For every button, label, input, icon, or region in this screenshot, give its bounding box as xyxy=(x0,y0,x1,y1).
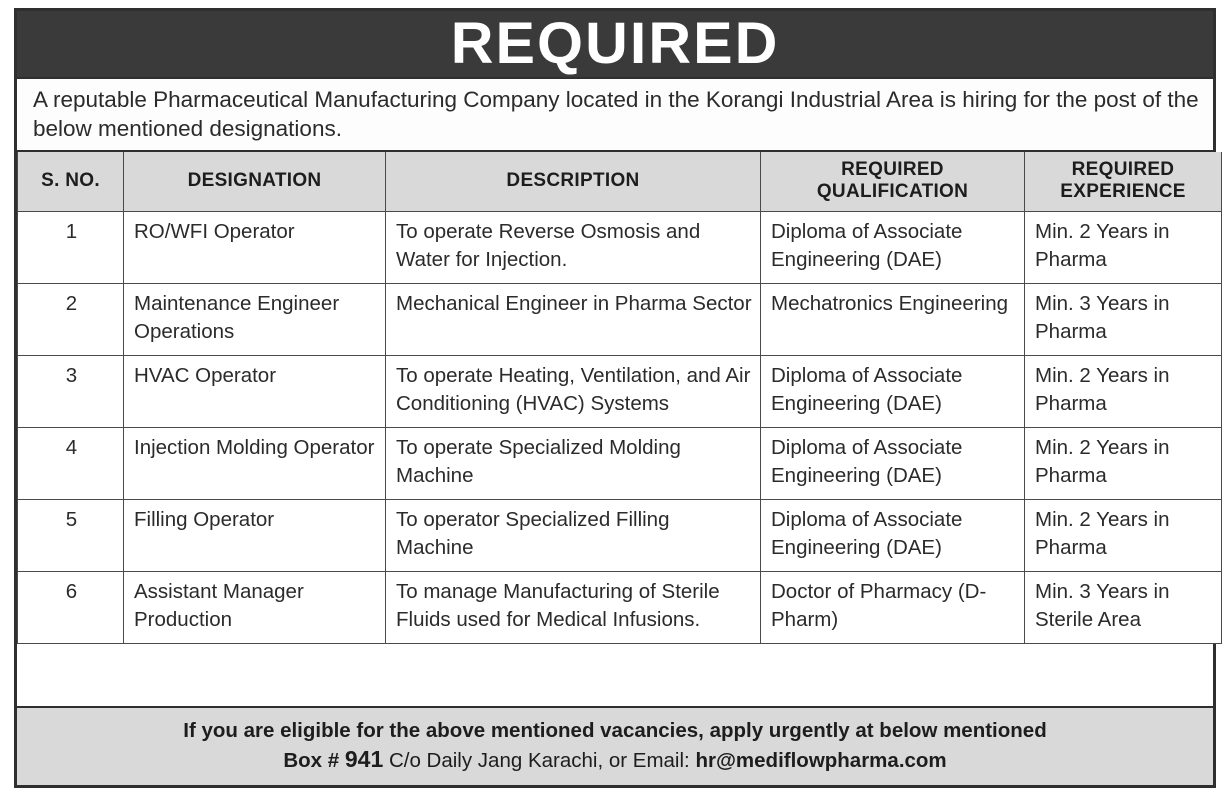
page-title: REQUIRED xyxy=(450,11,780,76)
cell-designation: Injection Molding Operator xyxy=(124,428,386,500)
care-of-text: C/o Daily Jang Karachi, or Email: xyxy=(388,749,690,772)
cell-sno: 2 xyxy=(18,284,124,356)
footer-section xyxy=(17,706,1213,785)
cell-designation: Assistant Manager Production xyxy=(124,572,386,644)
cell-description: To operate Heating, Ventilation, and Air Conditioning (HVAC) Systems xyxy=(386,356,761,428)
table-row xyxy=(18,284,1222,356)
intro-text: A reputable Pharmaceutical Manufacturing Company located in the Korangi Industrial Area is hiring for the post of the below mentioned designations. xyxy=(33,87,1199,141)
box-number: 941 xyxy=(344,746,384,772)
cell-experience: Min. 3 Years in Pharma xyxy=(1025,284,1222,356)
cell-experience: Min. 3 Years in Sterile Area xyxy=(1025,572,1222,644)
banner xyxy=(17,11,1213,79)
footer-eligibility-text: If you are eligible for the above mentioned vacancies, apply urgently at below mentioned xyxy=(183,719,1047,742)
cell-qualification: Doctor of Pharmacy (D-Pharm) xyxy=(761,572,1025,644)
column-header-experience-line1: REQUIRED xyxy=(1071,159,1175,180)
cell-designation: Maintenance Engineer Operations xyxy=(124,284,386,356)
cell-qualification: Mechatronics Engineering xyxy=(761,284,1025,356)
footer-contact-line xyxy=(27,745,1203,775)
cell-experience: Min. 2 Years in Pharma xyxy=(1025,500,1222,572)
cell-sno: 4 xyxy=(18,428,124,500)
column-header-qualification-line1: REQUIRED xyxy=(841,159,944,180)
column-header-qualification xyxy=(761,152,1025,212)
table-row xyxy=(18,500,1222,572)
cell-qualification: Diploma of Associate Engineering (DAE) xyxy=(761,212,1025,284)
column-header-qualification-line2: QUALIFICATION xyxy=(816,181,969,202)
cell-experience: Min. 2 Years in Pharma xyxy=(1025,212,1222,284)
column-header-sno: S. NO. xyxy=(18,152,124,212)
cell-description: To operate Reverse Osmosis and Water for Injection. xyxy=(386,212,761,284)
column-header-experience xyxy=(1025,152,1222,212)
cell-designation: HVAC Operator xyxy=(124,356,386,428)
table-row xyxy=(18,428,1222,500)
intro-section xyxy=(17,79,1213,152)
cell-description: To operate Specialized Molding Machine xyxy=(386,428,761,500)
layout-spacer xyxy=(17,644,1213,706)
cell-sno: 3 xyxy=(18,356,124,428)
column-header-experience-line2: EXPERIENCE xyxy=(1060,181,1186,202)
cell-sno: 6 xyxy=(18,572,124,644)
cell-experience: Min. 2 Years in Pharma xyxy=(1025,428,1222,500)
advertisement-frame xyxy=(14,8,1216,788)
table-row xyxy=(18,572,1222,644)
column-header-designation: DESIGNATION xyxy=(124,152,386,212)
table-header-row xyxy=(18,152,1222,212)
cell-designation: Filling Operator xyxy=(124,500,386,572)
cell-description: To manage Manufacturing of Sterile Fluids used for Medical Infusions. xyxy=(386,572,761,644)
table-header xyxy=(18,152,1222,212)
cell-qualification: Diploma of Associate Engineering (DAE) xyxy=(761,356,1025,428)
column-header-description: DESCRIPTION xyxy=(386,152,761,212)
table-row xyxy=(18,356,1222,428)
cell-description: To operator Specialized Filling Machine xyxy=(386,500,761,572)
cell-qualification: Diploma of Associate Engineering (DAE) xyxy=(761,500,1025,572)
cell-designation: RO/WFI Operator xyxy=(124,212,386,284)
cell-qualification: Diploma of Associate Engineering (DAE) xyxy=(761,428,1025,500)
contact-email[interactable]: hr@mediflowpharma.com xyxy=(695,749,947,772)
cell-experience: Min. 2 Years in Pharma xyxy=(1025,356,1222,428)
cell-sno: 5 xyxy=(18,500,124,572)
cell-description: Mechanical Engineer in Pharma Sector xyxy=(386,284,761,356)
box-label: Box # xyxy=(283,749,340,772)
cell-sno: 1 xyxy=(18,212,124,284)
table-row xyxy=(18,212,1222,284)
table-body xyxy=(18,212,1222,644)
jobs-table xyxy=(17,152,1222,644)
